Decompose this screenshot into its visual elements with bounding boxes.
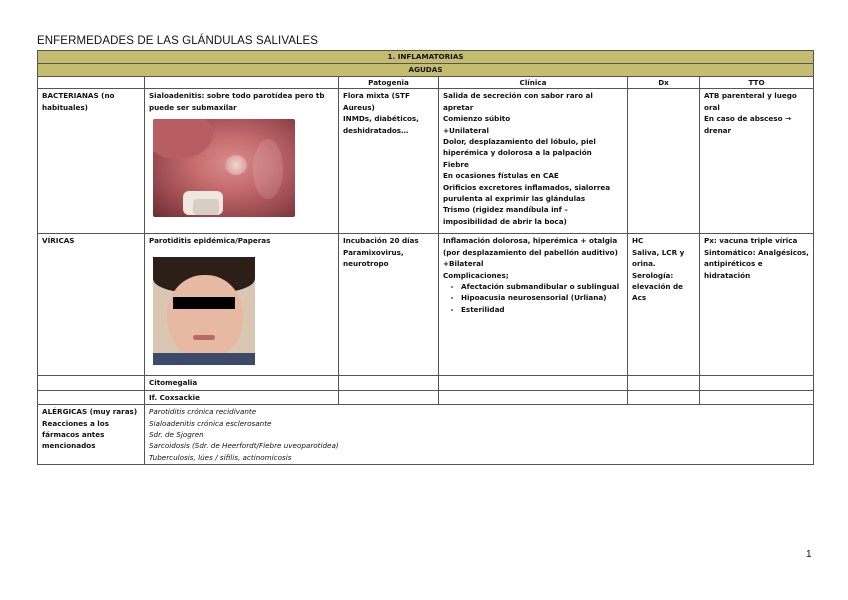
list-item: Sarcoidosis (Sdr. de Heerfordt/Fiebre uveoparotidea): [149, 441, 339, 451]
complication-item: - Hipoacusia neurosensorial (Urliana): [450, 293, 607, 303]
disease-name-sialoadenitis: Sialoadenitis: sobre todo parotídea pero tb puede ser submaxilar: [149, 91, 327, 112]
row-label-bacterianas: BACTERIANAS (no habituales): [38, 89, 145, 234]
column-header-tto: TTO: [700, 77, 814, 89]
clinica-bacterianas: Salida de secreción con sabor raro al apretar Comienzo súbito +Unilateral Dolor, desplazamiento del lóbulo, piel hiperémica y dolorosa a la palpación Fiebre En ocasiones fístulas en CAE Orificios excretores inflamados, sialorrea purulenta al exprimir las glándulas Trismo (rigidez mandíbula inf – imposibilidad de abrir la boca): [439, 89, 628, 234]
column-header-clinica: Clínica: [439, 77, 628, 89]
disease-cell-bacterianas: [145, 89, 339, 234]
list-item: Sialoadenitis crónica esclerosante: [149, 418, 272, 428]
inflammatory-table: [37, 50, 814, 465]
column-header-blank-2: [145, 77, 339, 89]
clinical-photo-mouth: [153, 119, 295, 217]
complication-item: - Esterilidad: [450, 304, 505, 314]
table-row-citomegalia: [38, 376, 814, 390]
disease-name-coxsackie: If. Coxsackie: [145, 390, 339, 404]
disease-name-parotiditis: Parotiditis epidémica/Paperas: [149, 236, 271, 246]
table-row-coxsackie: [38, 390, 814, 404]
table-row-alergicas: [38, 405, 814, 465]
page-number: 1: [806, 549, 812, 560]
section-header: 1. INFLAMATORIAS: [38, 51, 814, 64]
subsection-header: AGUDAS: [38, 64, 814, 77]
row-label-viricas: VÍRICAS: [38, 234, 145, 376]
row-label-alergicas: ALÉRGICAS (muy raras) Reacciones a los fármacos antes mencionados: [38, 405, 145, 465]
tto-bacterianas: ATB parenteral y luego oral En caso de absceso → drenar: [700, 89, 814, 234]
disease-name-citomegalia: Citomegalia: [145, 376, 339, 390]
clinica-viricas: [439, 234, 628, 376]
dx-bacterianas: [628, 89, 700, 234]
list-item: Parotiditis crónica recidivante: [149, 407, 257, 417]
tto-viricas: Px: vacuna triple vírica Sintomático: Analgésicos, antipiréticos e hidratación: [700, 234, 814, 376]
column-header-dx: Dx: [628, 77, 700, 89]
column-header-blank-1: [38, 77, 145, 89]
document-title: ENFERMEDADES DE LAS GLÁNDULAS SALIVALES: [37, 35, 319, 47]
column-headers: [38, 77, 814, 89]
chronic-list: [145, 405, 814, 465]
list-item: Sdr. de Sjogren: [149, 430, 204, 440]
table-row-viricas: [38, 234, 814, 376]
patogenia-viricas: Incubación 20 días Paramixovirus, neurotropo: [339, 234, 439, 376]
patogenia-bacterianas: Flora mixta (STF Aureus) INMDs, diabéticos, deshidratados…: [339, 89, 439, 234]
dx-viricas: HC Saliva, LCR y orina. Serología: elevación de Acs: [628, 234, 700, 376]
clinica-viricas-main: Inflamación dolorosa, hiperémica + otalgia (por desplazamiento del pabellón auditivo) +Bilateral Complicaciones;: [443, 236, 618, 280]
complication-item: - Afectación submandibular o sublingual: [450, 282, 620, 292]
table-row-bacterianas: [38, 89, 814, 234]
list-item: Tuberculosis, lúes / sífilis, actinomicosis: [149, 452, 292, 462]
disease-cell-viricas: [145, 234, 339, 376]
clinical-photo-child: [153, 257, 255, 365]
column-header-patogenia: Patogenia: [339, 77, 439, 89]
